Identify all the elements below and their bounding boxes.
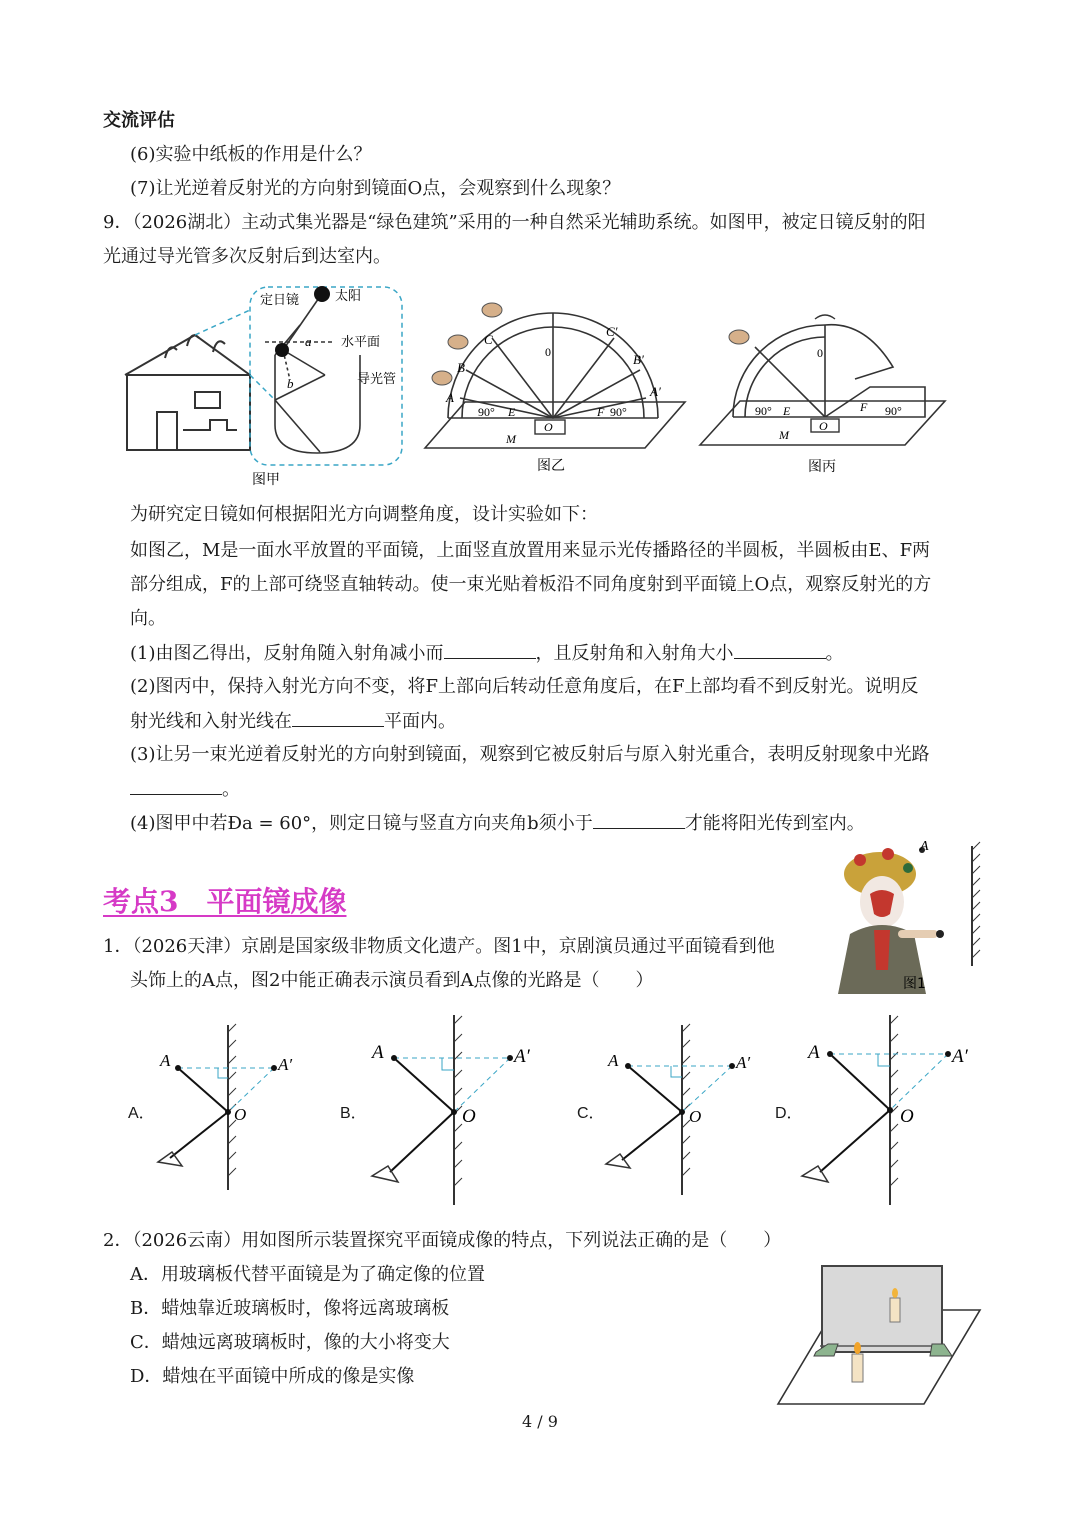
q9-intro: 为研究定日镜如何根据阳光方向调整角度，设计实验如下：: [130, 504, 598, 525]
label-mirror: 定日镜: [260, 292, 300, 307]
label-yi-B2: B′: [633, 352, 644, 367]
q2-figure-mirror-candle: [772, 1260, 987, 1410]
label-horizontal: 水平面: [341, 334, 381, 349]
figure-yi-caption: 图乙: [537, 458, 565, 474]
label-yi-C: C: [484, 332, 493, 347]
q1-option-D-label[interactable]: D．: [775, 1105, 803, 1122]
q1-option-C-diagram[interactable]: [600, 1020, 770, 1200]
optB-label-O: O: [462, 1106, 476, 1127]
label-sun: 太阳: [335, 288, 362, 303]
optA-label-A: A: [160, 1051, 171, 1070]
label-bing-E: E: [783, 404, 791, 418]
answer-blank-4[interactable]: [130, 776, 222, 795]
q9-desc-line3: 向。: [130, 608, 166, 629]
label-yi-M: M: [506, 432, 516, 446]
label-angle-b: b: [287, 376, 294, 391]
q8-part7: (7)让光逆着反射光的方向射到镜面O点，会观察到什么现象？: [130, 178, 621, 199]
optD-label-A: A: [808, 1042, 820, 1063]
page-number: 4 / 9: [522, 1412, 558, 1431]
fig1-label-A: A: [920, 839, 929, 854]
label-yi-E: E: [508, 405, 516, 419]
q9-sub3-line1: (3)让另一束光逆着反射光的方向射到镜面，观察到它被反射后与原入射光重合，表明反射现象中光路: [130, 744, 930, 765]
q9-stem-line2: 光通过导光管多次反射后到达室内。: [103, 246, 391, 267]
topic3-title: 考点3 平面镜成像: [103, 885, 347, 918]
q1-option-B-label[interactable]: B．: [340, 1105, 367, 1122]
q9-sub1: (1)由图乙得出，反射角随入射角减小而 ，且反射角和入射角大小 。: [130, 640, 844, 667]
q2-stem: 2．（2026云南）用如图所示装置探究平面镜成像的特点，下列说法正确的是（ ）: [103, 1230, 782, 1251]
label-yi-deg-left: 90°: [478, 405, 495, 419]
answer-blank-5[interactable]: [593, 810, 685, 829]
q1-stem-line1: 1．（2026天津）京剧是国家级非物质文化遗产。图1中，京剧演员通过平面镜看到他: [103, 936, 775, 957]
answer-blank-3[interactable]: [292, 708, 384, 727]
label-angle-a: a: [305, 334, 312, 349]
label-yi-F: F: [597, 405, 605, 419]
label-bing-O: O: [819, 419, 828, 433]
optD-label-O: O: [900, 1106, 914, 1127]
q9-sub4: (4)图甲中若Ða = 60°，则定日镜与竖直方向夹角b须小于 才能将阳光传到室内。: [130, 810, 865, 837]
label-bing-zero: 0: [817, 346, 823, 360]
figure-jia: [115, 280, 415, 490]
label-yi-B: B: [457, 360, 465, 375]
q9-desc-line1: 如图乙，M是一面水平放置的平面镜，上面竖直放置用来显示光传播路径的半圆板，半圆板由E、F两: [130, 540, 931, 561]
label-yi-zero: 0: [545, 345, 551, 359]
label-tube: 导光管: [357, 371, 397, 386]
q9-sub3-line2: 。: [130, 776, 240, 803]
q2-option-B[interactable]: B．蜡烛靠近玻璃板时，像将远离玻璃板: [130, 1298, 450, 1319]
label-bing-deg-right: 90°: [885, 404, 902, 418]
q1-option-B-diagram[interactable]: [362, 1010, 542, 1210]
q9-sub2-line1: (2)图丙中，保持入射光方向不变，将F上部向后转动任意角度后，在F上部均看不到反射光。说明反: [130, 676, 919, 697]
optA-label-O: O: [234, 1105, 247, 1124]
label-bing-F: F: [860, 400, 868, 414]
q9-desc-line2: 部分组成，F的上部可绕竖直轴转动。使一束光贴着板沿不同角度射到平面镜上O点，观察反射光的方: [130, 574, 932, 595]
label-yi-A2: A′: [650, 384, 661, 399]
label-yi-deg-right: 90°: [610, 405, 627, 419]
q8-part6: (6)实验中纸板的作用是什么？: [130, 144, 372, 165]
figure-bing: [695, 305, 955, 480]
q1-option-D-diagram[interactable]: [798, 1010, 983, 1210]
label-bing-deg-left: 90°: [755, 404, 772, 418]
answer-blank-2[interactable]: [734, 640, 826, 659]
optC-label-A2: A′: [736, 1053, 751, 1072]
q1-option-A-label[interactable]: A．: [128, 1105, 155, 1122]
q9-stem-line1: 9．（2026湖北）主动式集光器是“绿色建筑”采用的一种自然采光辅助系统。如图甲，被定日镜反射的阳: [103, 212, 926, 233]
q1-stem-line2: 头饰上的A点，图2中能正确表示演员看到A点像的光路是（ ）: [130, 970, 654, 991]
figure-bing-caption: 图丙: [808, 459, 836, 475]
figure-1-opera: [830, 838, 990, 998]
figure-jia-caption: 图甲: [252, 472, 280, 488]
optB-label-A2: A′: [514, 1046, 530, 1067]
figure-1-caption: 图1: [903, 976, 926, 992]
q1-option-C-label[interactable]: C．: [577, 1105, 605, 1122]
optD-label-A2: A′: [952, 1046, 968, 1067]
q2-option-D[interactable]: D．蜡烛在平面镜中所成的像是实像: [130, 1366, 415, 1387]
q1-option-A-diagram[interactable]: [150, 1020, 310, 1200]
label-yi-O: O: [544, 420, 553, 434]
optC-label-O: O: [689, 1107, 702, 1126]
section-heading-exchange: 交流评估: [103, 110, 175, 131]
optB-label-A: A: [372, 1042, 384, 1063]
q9-sub2-line2: 射光线和入射光线在 平面内。: [130, 708, 456, 735]
label-yi-C2: C′: [606, 324, 618, 339]
optC-label-A: A: [608, 1051, 619, 1070]
q2-option-C[interactable]: C．蜡烛远离玻璃板时，像的大小将变大: [130, 1332, 450, 1353]
answer-blank-1[interactable]: [444, 640, 536, 659]
optA-label-A2: A′: [278, 1055, 293, 1074]
q2-option-A[interactable]: A．用玻璃板代替平面镜是为了确定像的位置: [130, 1264, 485, 1285]
label-bing-M: M: [779, 428, 789, 442]
eye-icon: [158, 1152, 182, 1166]
label-yi-A: A: [446, 390, 454, 405]
figure-yi: [420, 290, 690, 480]
